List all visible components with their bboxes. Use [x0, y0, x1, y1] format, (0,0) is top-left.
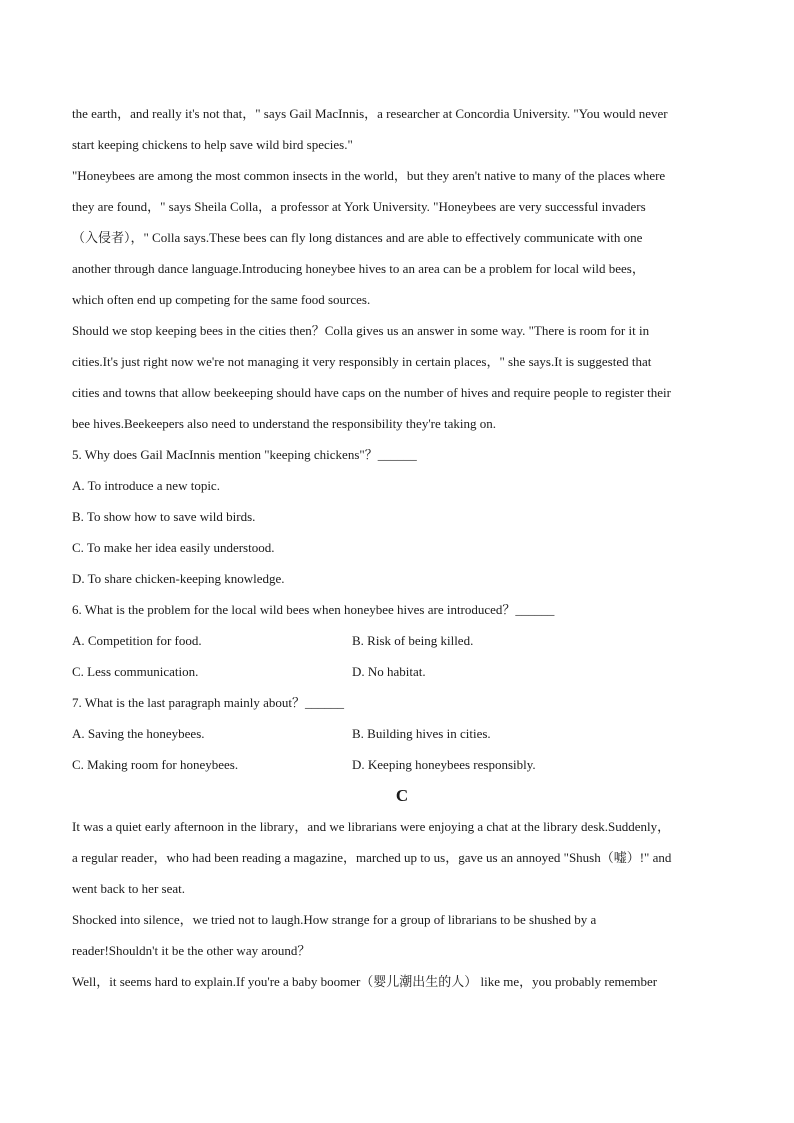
section-heading: C: [395, 786, 409, 805]
option-row: [72, 625, 732, 656]
answer-option: C. To make her idea easily understood.: [72, 540, 275, 555]
passage-line: another through dance language.Introducing honeybee hives to an area can be a problem for local wild bees，: [72, 261, 645, 276]
answer-option: D. No habitat.: [352, 664, 426, 679]
passage-line: bee hives.Beekeepers also need to understand the responsibility they're taking on.: [72, 416, 496, 431]
passage-line: the earth，and really it's not that，" says Gail MacInnis，a researcher at Concordia University. "You would never: [72, 106, 668, 121]
passage-line: Well，it seems hard to explain.If you're a baby boomer（婴儿潮出生的人） like me，you probably remember: [72, 974, 658, 989]
question-stem: 6. What is the problem for the local wild bees when honeybee hives are introduced？______: [72, 602, 555, 617]
answer-option: A. Competition for food.: [72, 633, 202, 648]
answer-option: D. Keeping honeybees responsibly.: [352, 757, 536, 772]
question-6: [72, 594, 732, 687]
option-row: [72, 656, 732, 687]
passage-b: [72, 98, 732, 439]
document-page: [72, 98, 732, 997]
passage-c: [72, 811, 732, 997]
question-7: [72, 687, 732, 780]
passage-line: they are found，" says Sheila Colla，a professor at York University. "Honeybees are very successful invaders: [72, 199, 646, 214]
passage-line: a regular reader，who had been reading a magazine，marched up to us，gave us an annoyed "Shush（嘘）!" and: [72, 850, 672, 865]
passage-line: cities and towns that allow beekeeping should have caps on the number of hives and require people to register their: [72, 385, 671, 400]
passage-line: cities.It's just right now we're not managing it very responsibly in certain places，" she says.It is suggested that: [72, 354, 652, 369]
answer-option: A. Saving the honeybees.: [72, 726, 205, 741]
question-stem: 7. What is the last paragraph mainly about？______: [72, 695, 344, 710]
answer-option: C. Less communication.: [72, 664, 199, 679]
option-row: [72, 749, 732, 780]
passage-line: "Honeybees are among the most common insects in the world，but they aren't native to many of the places where: [72, 168, 666, 183]
passage-line: （入侵者），" Colla says.These bees can fly long distances and are able to effectively communicate with one: [72, 230, 643, 245]
passage-line: went back to her seat.: [72, 881, 185, 896]
answer-option: B. Building hives in cities.: [352, 726, 491, 741]
passage-line: Should we stop keeping bees in the cities then？Colla gives us an answer in some way. "There is room for it in: [72, 323, 650, 338]
passage-line: reader!Shouldn't it be the other way around？: [72, 943, 311, 958]
answer-option: B. Risk of being killed.: [352, 633, 474, 648]
option-row: [72, 718, 732, 749]
answer-option: B. To show how to save wild birds.: [72, 509, 256, 524]
answer-option: D. To share chicken-keeping knowledge.: [72, 571, 285, 586]
passage-line: Shocked into silence，we tried not to laugh.How strange for a group of librarians to be shushed by a: [72, 912, 597, 927]
question-stem: 5. Why does Gail MacInnis mention "keeping chickens"？______: [72, 447, 417, 462]
passage-line: start keeping chickens to help save wild bird species.": [72, 137, 353, 152]
question-5: [72, 439, 732, 594]
passage-line: which often end up competing for the same food sources.: [72, 292, 371, 307]
answer-option: A. To introduce a new topic.: [72, 478, 220, 493]
passage-line: It was a quiet early afternoon in the library，and we librarians were enjoying a chat at the library desk.Suddenly，: [72, 819, 671, 834]
answer-option: C. Making room for honeybees.: [72, 757, 239, 772]
